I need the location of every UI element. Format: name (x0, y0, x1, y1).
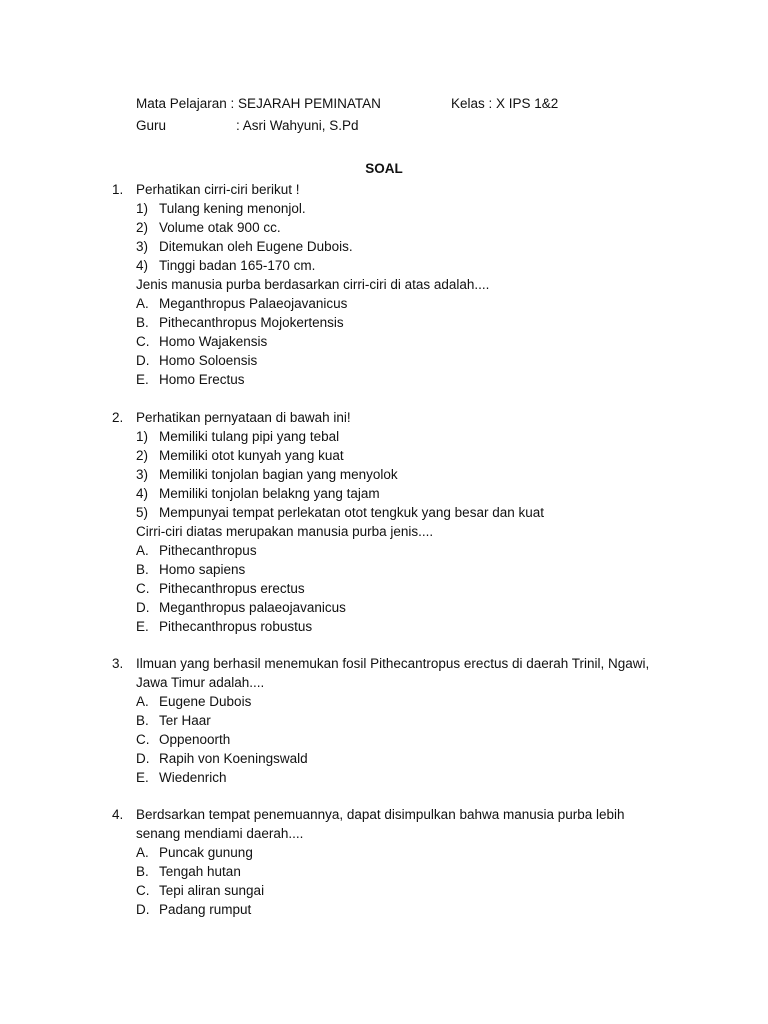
question-prompt-continued: Jawa Timur adalah.... (136, 675, 265, 690)
answer-option: D. Meganthropus palaeojavanicus (136, 600, 346, 615)
answer-option: B. Tengah hutan (136, 864, 241, 879)
answer-option: C. Oppenoorth (136, 732, 231, 747)
question-number: 2. (112, 410, 124, 425)
question-number: 3. (112, 656, 124, 671)
answer-option: B. Pithecanthropus Mojokertensis (136, 315, 344, 330)
question-number: 4. (112, 807, 124, 822)
answer-option: D. Rapih von Koeningswald (136, 751, 308, 766)
list-item: 2) Volume otak 900 cc. (136, 220, 281, 235)
list-item: 3) Ditemukan oleh Eugene Dubois. (136, 239, 353, 254)
answer-option: E. Homo Erectus (136, 372, 245, 387)
question-3 (112, 654, 672, 787)
answer-option: C. Homo Wajakensis (136, 334, 268, 349)
list-item: 2) Memiliki otot kunyah yang kuat (136, 448, 344, 463)
page-title: SOAL (365, 161, 403, 176)
list-item: 4) Memiliki tonjolan belakng yang tajam (136, 486, 380, 501)
answer-option: C. Tepi aliran sungai (136, 883, 265, 898)
answer-option: E. Wiedenrich (136, 770, 227, 785)
teacher-value: : Asri Wahyuni, S.Pd (236, 118, 359, 133)
list-item: 1) Memiliki tulang pipi yang tebal (136, 429, 340, 444)
question-1 (112, 180, 672, 389)
answer-option: E. Pithecanthropus robustus (136, 619, 313, 634)
question-2 (112, 408, 672, 636)
question-stem: Jenis manusia purba berdasarkan cirri-ciri di atas adalah.... (136, 277, 490, 292)
question-prompt-continued: senang mendiami daerah.... (136, 826, 304, 841)
answer-option: D. Padang rumput (136, 902, 252, 917)
list-item: 3) Memiliki tonjolan bagian yang menyolok (136, 467, 398, 482)
question-header (112, 180, 672, 199)
question-prompt: Ilmuan yang berhasil menemukan fosil Pithecantropus erectus di daerah Trinil, Ngawi, (136, 656, 650, 671)
question-header (112, 408, 672, 427)
answer-option: B. Ter Haar (136, 713, 211, 728)
answer-option: A. Puncak gunung (136, 845, 253, 860)
list-item: 4) Tinggi badan 165-170 cm. (136, 258, 316, 273)
class-line: Kelas : X IPS 1&2 (451, 96, 559, 111)
list-item: 1) Tulang kening menonjol. (136, 201, 306, 216)
list-item: 5) Mempunyai tempat perlekatan otot tengkuk yang besar dan kuat (136, 505, 544, 520)
subject-line: Mata Pelajaran : SEJARAH PEMINATAN (136, 96, 381, 111)
question-prompt: Perhatikan cirri-ciri berikut ! (136, 182, 300, 197)
question-prompt: Berdsarkan tempat penemuannya, dapat disimpulkan bahwa manusia purba lebih (136, 807, 625, 822)
answer-option: A. Meganthropus Palaeojavanicus (136, 296, 348, 311)
answer-option: A. Eugene Dubois (136, 694, 252, 709)
answer-option: B. Homo sapiens (136, 562, 246, 577)
answer-option: D. Homo Soloensis (136, 353, 258, 368)
answer-option: A. Pithecanthropus (136, 543, 257, 558)
teacher-label: Guru (136, 118, 167, 133)
question-number: 1. (112, 182, 124, 197)
answer-option: C. Pithecanthropus erectus (136, 581, 305, 596)
question-4 (112, 805, 672, 919)
question-prompt: Perhatikan pernyataan di bawah ini! (136, 410, 351, 425)
question-header (112, 805, 672, 824)
question-stem: Cirri-ciri diatas merupakan manusia purba jenis.... (136, 524, 434, 539)
question-header (112, 654, 672, 673)
